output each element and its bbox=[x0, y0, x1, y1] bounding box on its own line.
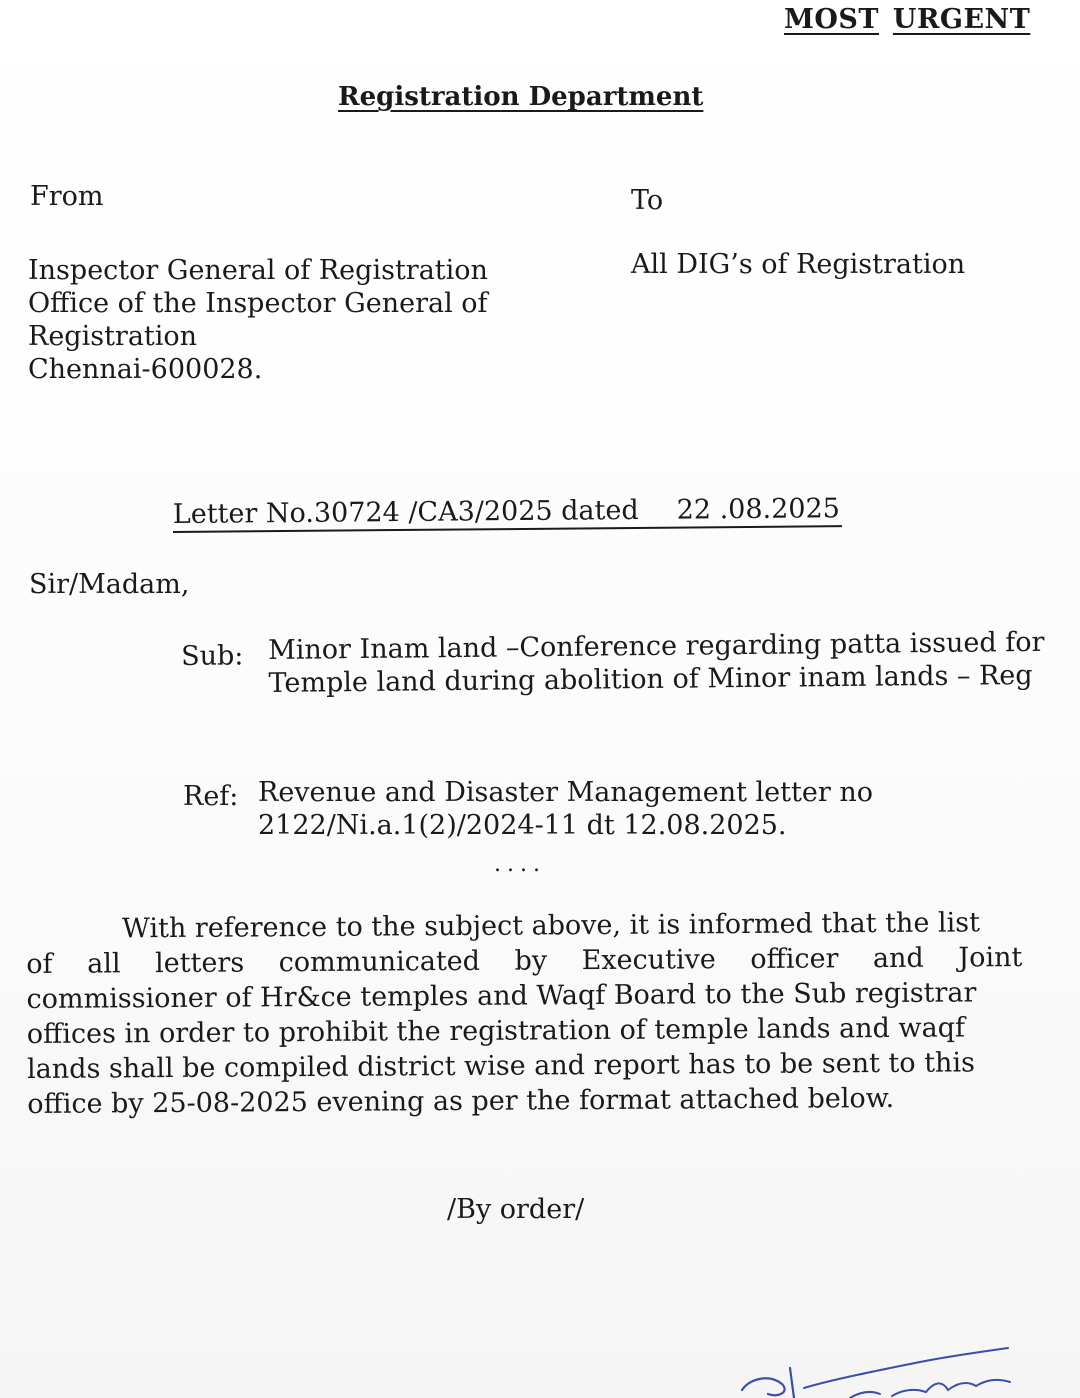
body-line: With reference to the subject above, it is informed that the list bbox=[122, 907, 981, 945]
body-word: Executive bbox=[581, 944, 716, 977]
body-word: communicated bbox=[278, 945, 481, 979]
subject-line: Temple land during abolition of Minor inam lands – Reg bbox=[268, 659, 1033, 699]
priority-word-urgent: URGENT bbox=[892, 4, 1031, 35]
priority-marking bbox=[784, 4, 1030, 35]
body-line: commissioner of Hr&ce temples and Waqf Board to the Sub registrar bbox=[26, 977, 977, 1015]
reference-line: Revenue and Disaster Management letter no bbox=[258, 777, 873, 808]
signature-stroke bbox=[892, 1380, 1010, 1396]
to-label: To bbox=[631, 185, 664, 216]
signature-stroke bbox=[850, 1392, 880, 1398]
sender-address bbox=[28, 254, 548, 386]
body-word: and bbox=[872, 942, 924, 975]
subject-label: Sub: bbox=[181, 640, 244, 672]
subject-text bbox=[268, 626, 1045, 700]
body-line: lands shall be compiled district wise and report has to be sent to this bbox=[26, 1047, 975, 1085]
body-word: by bbox=[514, 945, 548, 977]
letter-date: 22 .08.2025 bbox=[676, 493, 840, 526]
body-line: offices in order to prohibit the registration of temple lands and waqf bbox=[26, 1012, 966, 1050]
sender-address-line: Registration bbox=[28, 321, 198, 352]
sender-address-line: Chennai-600028. bbox=[28, 354, 263, 385]
salutation: Sir/Madam, bbox=[29, 569, 190, 600]
priority-word-most: MOST bbox=[784, 4, 879, 35]
signature-stroke bbox=[790, 1368, 794, 1398]
recipient: All DIG’s of Registration bbox=[631, 249, 966, 280]
body-paragraph bbox=[26, 905, 1023, 1122]
sender-address-line: Inspector General of Registration bbox=[28, 255, 488, 286]
body-word: Joint bbox=[958, 942, 1023, 974]
subject-line: Minor Inam land –Conference regarding patta issued for bbox=[268, 626, 1045, 666]
body-word: all bbox=[87, 948, 121, 980]
reference-text bbox=[258, 776, 873, 842]
handwritten-signature bbox=[720, 1340, 1050, 1398]
sender-address-line: Office of the Inspector General of bbox=[28, 288, 488, 319]
separator-dots: .... bbox=[494, 852, 546, 877]
body-line: office by 25-08-2025 evening as per the format attached below. bbox=[27, 1082, 895, 1120]
letter-number: Letter No.30724 /CA3/2025 dated bbox=[172, 494, 639, 531]
reference-line: 2122/Ni.a.1(2)/2024-11 dt 12.08.2025. bbox=[258, 810, 787, 841]
body-word: letters bbox=[154, 947, 245, 980]
reference-label: Ref: bbox=[183, 781, 239, 812]
signature-stroke bbox=[804, 1348, 1008, 1388]
closing-by-order: /By order/ bbox=[447, 1194, 585, 1225]
signature-stroke bbox=[742, 1378, 785, 1395]
body-word: of bbox=[26, 948, 53, 980]
from-label: From bbox=[30, 181, 104, 212]
body-word: officer bbox=[750, 943, 839, 975]
letter-reference-number bbox=[173, 492, 842, 533]
department-heading: Registration Department bbox=[338, 82, 704, 112]
